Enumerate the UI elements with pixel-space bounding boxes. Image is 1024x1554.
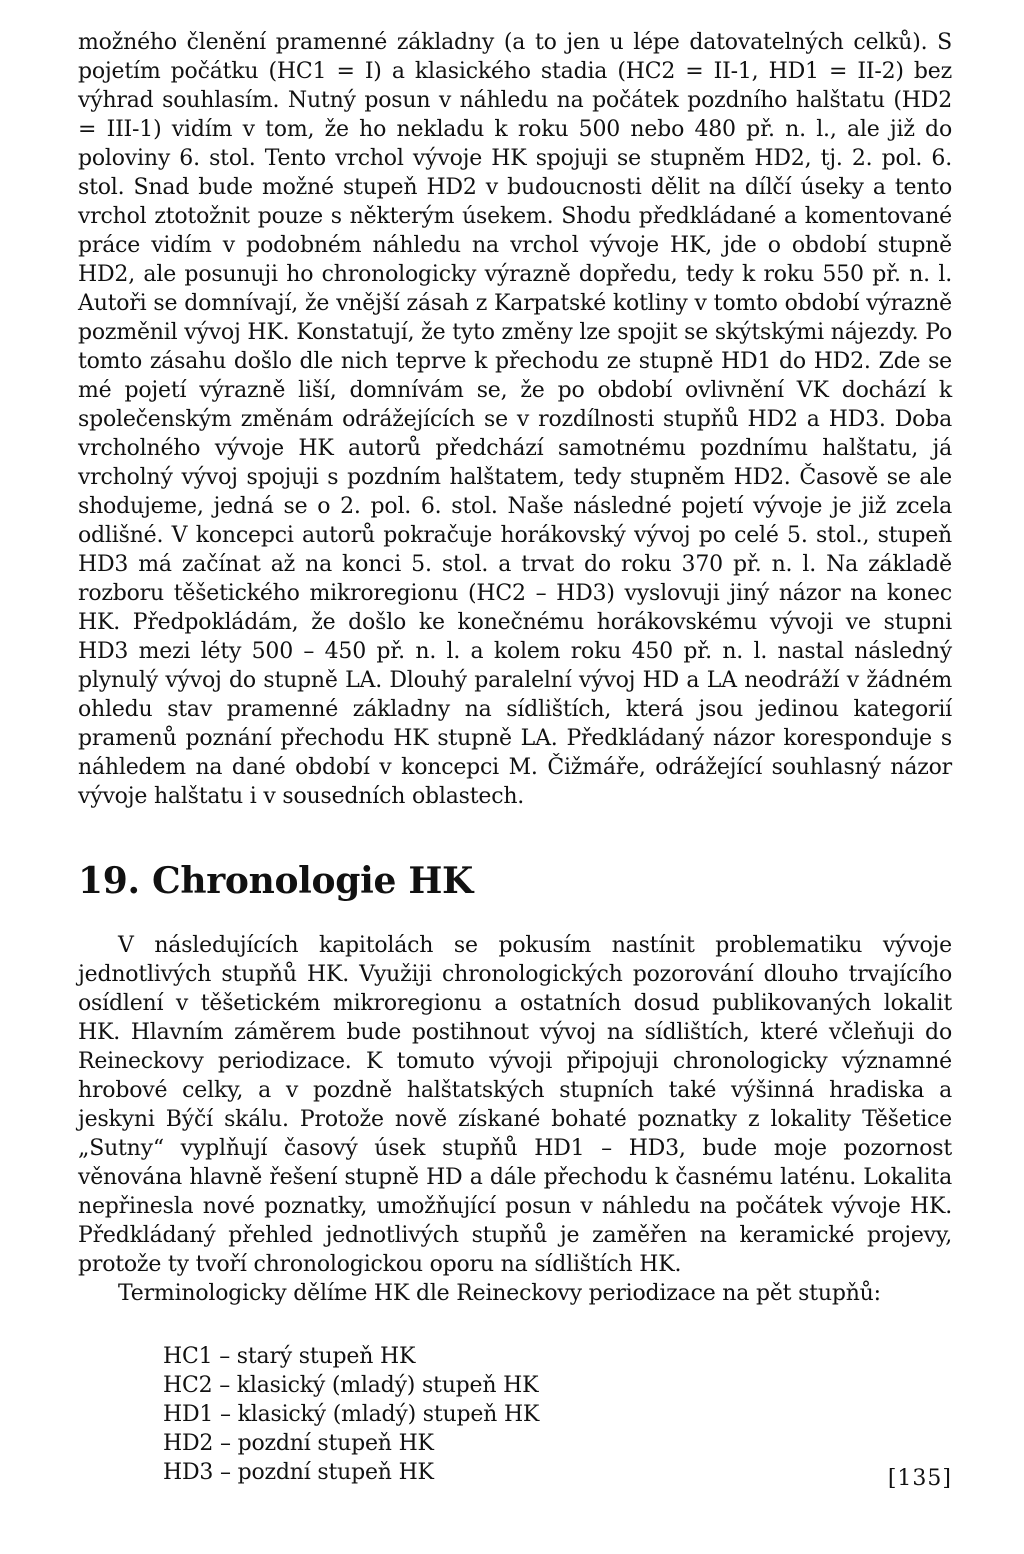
page-number: [135]	[887, 1466, 952, 1491]
stage-list	[163, 1342, 952, 1487]
page-content	[78, 28, 952, 1487]
heading-spacer	[78, 903, 952, 931]
terminology-paragraph: Terminologicky dělíme HK dle Reineckovy periodizace na pět stupňů:	[118, 1281, 881, 1306]
intro-paragraph: možného členění pramenné základny (a to jen u lépe datovatelných celků). S pojetím počátku (HC1 = I) a klasického stadia (HC2 = II-1, HD1 = II-2) bez výhrad souhlasím. Nutný posun v náhledu na počátek pozdního halštatu (HD2 = III-1) vidím v tom, že ho nekladu k roku 500 nebo 480 př. n. l., ale již do poloviny 6. stol. Tento vrchol vývoje HK spojuji se stupněm HD2, tj. 2. pol. 6. stol. Snad bude možné stupeň HD2 v budoucnosti dělit na dílčí úseky a tento vrchol ztotožnit pouze s některým úsekem. Shodu předkládané a komentované práce vidím v podobném náhledu na vrchol vývoje HK, jde o období stupně HD2, ale posunuji ho chronologicky výrazně dopředu, tedy k roku 550 př. n. l. Autoři se domnívají, že vnější zásah z Karpatské kotliny v tomto období výrazně pozměnil vývoj HK. Konstatují, že tyto změny lze spojit se skýtskými nájezdy. Po tomto zásahu došlo dle nich teprve k přechodu ze stupně HD1 do HD2. Zde se mé pojetí výrazně liší, domnívám se, že po období ovlivnění VK dochází k společenským změnám odrážejících se v rozdílnosti stupňů HD2 a HD3. Doba vrcholného vývoje HK autorů předchází samotnému pozdnímu halštatu, já vrcholný vývoj spojuji s pozdním halštatem, tedy stupněm HD2. Časově se ale shodujeme, jedná se o 2. pol. 6. stol. Naše následné pojetí vývoje je již zcela odlišné. V koncepci autorů pokračuje horákovský vývoj po celé 5. stol., stupeň HD3 má začínat až na konci 5. stol. a trvat do roku 370 př. n. l. Na základě rozboru těšetického mikroregionu (HC2 – HD3) vyslovuji jiný názor na konec HK. Předpokládám, že došlo ke konečnému horákovskému vývoji ve stupni HD3 mezi léty 500 – 450 př. n. l. a kolem roku 450 př. n. l. nastal následný plynulý vývoj do stupně LA. Dlouhý paralelní vývoj HD a LA neodráží v žádném ohledu stav pramenné základny na sídlištích, která jsou jedinou kategorií pramenů poznání přechodu HK stupně LA. Předkládaný názor koresponduje s náhledem na dané období v koncepci M. Čižmáře, odrážející souhlasný názor vývoje halštatu i v sousedních oblastech.	[78, 30, 952, 809]
stage-list-item: HD2 – pozdní stupeň HK	[163, 1431, 434, 1456]
stage-list-item: HC2 – klasický (mladý) stupeň HK	[163, 1373, 539, 1398]
stage-list-item: HC1 – starý stupeň HK	[163, 1344, 416, 1369]
stage-list-item: HD3 – pozdní stupeň HK	[163, 1460, 434, 1485]
chapter-heading: 19. Chronologie HK	[78, 860, 474, 902]
chapter-paragraph: V následujících kapitolách se pokusím nastínit problematiku vývoje jednotlivých stupňů HK. Využiji chronologických pozorování dlouho trvajícího osídlení v těšetickém mikroregionu a ostatních dosud publikovaných lokalit HK. Hlavním záměrem bude postihnout vývoj na sídlištích, které včleňuji do Reineckovy periodizace. K tomuto vývoji připojuji chronologicky významné hrobové celky, a v pozdně halštatských stupních také výšinná hradiska a jeskyni Býčí skálu. Protože nově získané bohaté poznatky z lokality Těšetice „Sutny“ vyplňují časový úsek stupňů HD1 – HD3, bude moje pozornost věnována hlavně řešení stupně HD a dále přechodu k časnému laténu. Lokalita nepřinesla nové poznatky, umožňující posun v náhledu na počátek vývoje HK. Předkládaný přehled jednotlivých stupňů je zaměřen na keramické projevy, protože ty tvoří chronologickou oporu na sídlištích HK.	[78, 933, 952, 1277]
stage-list-item: HD1 – klasický (mladý) stupeň HK	[163, 1402, 540, 1427]
